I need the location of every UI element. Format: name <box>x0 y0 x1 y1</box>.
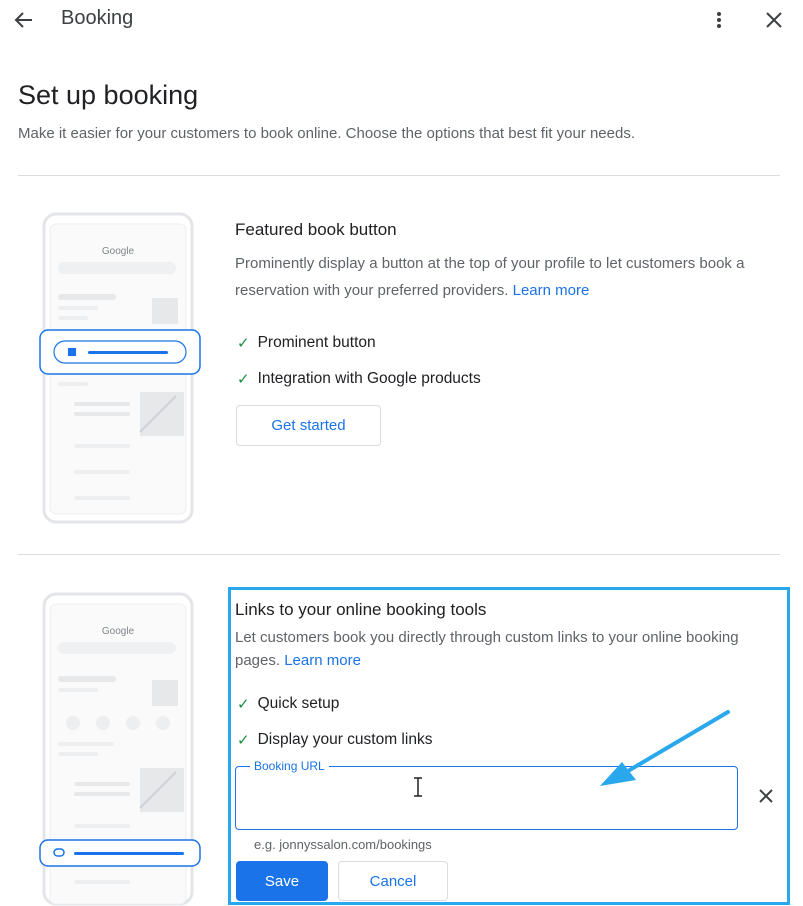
links-description-text: Let customers book you directly through custom links to your online booking pages. <box>235 629 739 669</box>
phone-illustration-featured <box>36 212 206 527</box>
feature-label: Quick setup <box>257 695 340 712</box>
more-options-button[interactable] <box>706 6 732 34</box>
get-started-button[interactable]: Get started <box>236 405 381 446</box>
page-title: Set up booking <box>18 80 199 110</box>
page-subtitle: Make it easier for your customers to book online. Choose the options that best fit your needs. <box>18 125 635 142</box>
feature-label: Display your custom links <box>257 731 433 748</box>
save-button[interactable]: Save <box>236 861 328 901</box>
checkmark-icon: ✓ <box>237 371 250 388</box>
feature-item <box>237 370 481 388</box>
annotation-highlight-box <box>228 587 790 905</box>
google-logo-text: Google <box>101 246 135 257</box>
links-learn-more-link[interactable]: Learn more <box>284 652 361 669</box>
featured-description-text: Prominently display a button at the top of your profile to let customers book a reservation with your preferred providers. <box>235 255 745 299</box>
close-button[interactable] <box>760 6 788 34</box>
booking-url-label: Booking URL <box>250 759 329 773</box>
arrow-back-icon <box>10 6 38 34</box>
featured-learn-more-link[interactable]: Learn more <box>512 282 590 299</box>
phone-illustration-links <box>36 592 206 906</box>
booking-url-hint: e.g. jonnyssalon.com/bookings <box>254 837 432 852</box>
checkmark-icon: ✓ <box>237 335 250 352</box>
cancel-button[interactable]: Cancel <box>338 861 448 901</box>
feature-item <box>237 334 376 352</box>
close-icon <box>760 6 788 34</box>
divider <box>18 175 780 176</box>
back-button[interactable] <box>10 6 38 34</box>
featured-section-description <box>235 250 775 304</box>
featured-section-title: Featured book button <box>235 220 397 239</box>
feature-label: Integration with Google products <box>257 370 481 387</box>
google-logo-text: Google <box>101 626 135 637</box>
top-bar <box>0 0 803 40</box>
checkmark-icon: ✓ <box>237 696 250 713</box>
dialog-title: Booking <box>61 7 134 29</box>
checkmark-icon: ✓ <box>237 732 250 749</box>
more-vert-icon <box>706 6 732 34</box>
feature-label: Prominent button <box>257 334 376 351</box>
links-section-title: Links to your online booking tools <box>235 600 487 619</box>
divider <box>18 554 780 555</box>
